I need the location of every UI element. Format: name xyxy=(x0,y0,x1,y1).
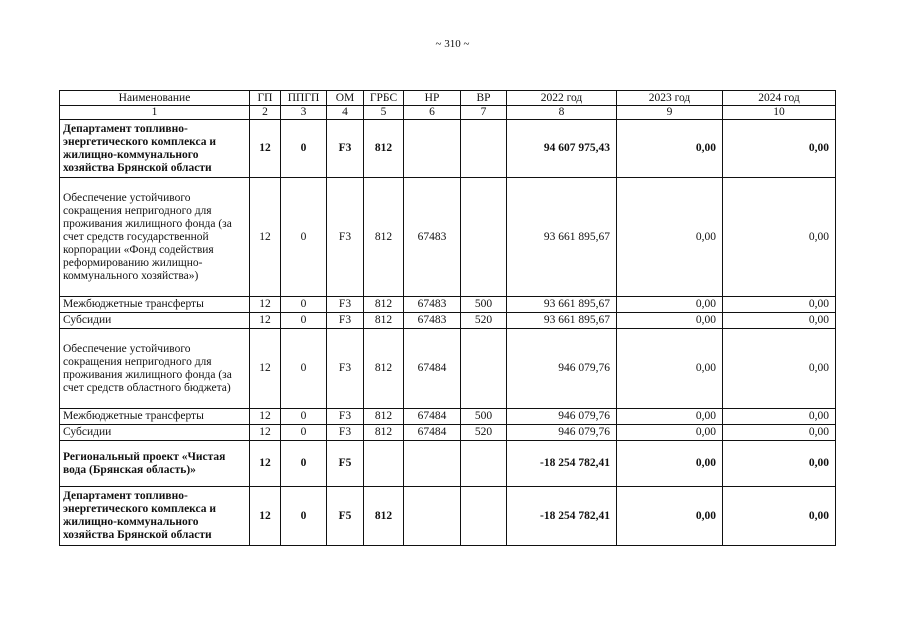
header-nr: НР xyxy=(404,91,461,106)
cell-2023: 0,00 xyxy=(617,297,723,313)
column-number: 1 xyxy=(60,106,250,120)
header-ppgp: ППГП xyxy=(281,91,327,106)
cell-2024: 0,00 xyxy=(723,178,836,297)
row-name: Департамент топливно-энергетического комплекса и жилищно-коммунального хозяйства Брянской области xyxy=(60,487,250,546)
cell-ppgp: 0 xyxy=(281,441,327,487)
cell-gp: 12 xyxy=(250,329,281,409)
cell-grbs: 812 xyxy=(364,425,404,441)
cell-om: F5 xyxy=(327,487,364,546)
cell-2023: 0,00 xyxy=(617,329,723,409)
row-name: Субсидии xyxy=(60,313,250,329)
header-2022: 2022 год xyxy=(507,91,617,106)
cell-vr xyxy=(461,120,507,178)
column-number: 7 xyxy=(461,106,507,120)
budget-table xyxy=(59,90,836,546)
cell-2023: 0,00 xyxy=(617,425,723,441)
cell-2022: 946 079,76 xyxy=(507,409,617,425)
cell-nr: 67484 xyxy=(404,409,461,425)
cell-grbs xyxy=(364,441,404,487)
cell-gp: 12 xyxy=(250,425,281,441)
cell-2024: 0,00 xyxy=(723,120,836,178)
cell-vr xyxy=(461,487,507,546)
cell-nr: 67483 xyxy=(404,178,461,297)
cell-ppgp: 0 xyxy=(281,178,327,297)
table-row xyxy=(60,313,836,329)
cell-nr: 67484 xyxy=(404,425,461,441)
cell-nr: 67483 xyxy=(404,313,461,329)
column-number: 3 xyxy=(281,106,327,120)
cell-2024: 0,00 xyxy=(723,313,836,329)
cell-gp: 12 xyxy=(250,178,281,297)
cell-2022: 93 661 895,67 xyxy=(507,313,617,329)
header-name: Наименование xyxy=(60,91,250,106)
column-number: 4 xyxy=(327,106,364,120)
cell-ppgp: 0 xyxy=(281,409,327,425)
header-om: ОМ xyxy=(327,91,364,106)
cell-ppgp: 0 xyxy=(281,487,327,546)
cell-om: F3 xyxy=(327,425,364,441)
cell-2023: 0,00 xyxy=(617,120,723,178)
cell-vr: 500 xyxy=(461,297,507,313)
header-grbs: ГРБС xyxy=(364,91,404,106)
cell-2022: 93 661 895,67 xyxy=(507,297,617,313)
column-number-row xyxy=(60,106,836,120)
cell-ppgp: 0 xyxy=(281,425,327,441)
table-row xyxy=(60,441,836,487)
cell-om: F3 xyxy=(327,178,364,297)
cell-om: F3 xyxy=(327,329,364,409)
cell-ppgp: 0 xyxy=(281,329,327,409)
table-row xyxy=(60,487,836,546)
cell-om: F3 xyxy=(327,297,364,313)
row-name: Обеспечение устойчивого сокращения непригодного для проживания жилищного фонда (за счет средств областного бюджета) xyxy=(60,329,250,409)
cell-2022: -18 254 782,41 xyxy=(507,441,617,487)
cell-grbs: 812 xyxy=(364,329,404,409)
cell-grbs: 812 xyxy=(364,409,404,425)
table-row xyxy=(60,329,836,409)
cell-grbs: 812 xyxy=(364,120,404,178)
cell-grbs: 812 xyxy=(364,297,404,313)
row-name: Региональный проект «Чистая вода (Брянская область)» xyxy=(60,441,250,487)
cell-vr xyxy=(461,441,507,487)
cell-nr xyxy=(404,120,461,178)
column-number: 5 xyxy=(364,106,404,120)
cell-ppgp: 0 xyxy=(281,120,327,178)
cell-gp: 12 xyxy=(250,120,281,178)
header-vr: ВР xyxy=(461,91,507,106)
cell-om: F3 xyxy=(327,409,364,425)
cell-2022: -18 254 782,41 xyxy=(507,487,617,546)
column-number: 8 xyxy=(507,106,617,120)
cell-2022: 946 079,76 xyxy=(507,329,617,409)
column-number: 6 xyxy=(404,106,461,120)
cell-2023: 0,00 xyxy=(617,487,723,546)
cell-vr xyxy=(461,329,507,409)
cell-ppgp: 0 xyxy=(281,313,327,329)
cell-2022: 93 661 895,67 xyxy=(507,178,617,297)
cell-gp: 12 xyxy=(250,313,281,329)
page-number: ~ 310 ~ xyxy=(435,38,470,50)
column-number: 9 xyxy=(617,106,723,120)
cell-grbs: 812 xyxy=(364,487,404,546)
cell-gp: 12 xyxy=(250,297,281,313)
header-gp: ГП xyxy=(250,91,281,106)
header-2024: 2024 год xyxy=(723,91,836,106)
cell-om: F3 xyxy=(327,120,364,178)
cell-gp: 12 xyxy=(250,441,281,487)
row-name: Обеспечение устойчивого сокращения непригодного для проживания жилищного фонда (за счет средств государственной корпорации «Фонд содействия реформированию жилищно-коммунального хозяйства») xyxy=(60,178,250,297)
cell-nr: 67484 xyxy=(404,329,461,409)
cell-vr xyxy=(461,178,507,297)
cell-2024: 0,00 xyxy=(723,425,836,441)
column-number: 2 xyxy=(250,106,281,120)
cell-nr: 67483 xyxy=(404,297,461,313)
cell-vr: 520 xyxy=(461,425,507,441)
cell-2023: 0,00 xyxy=(617,441,723,487)
table-row xyxy=(60,409,836,425)
cell-ppgp: 0 xyxy=(281,297,327,313)
column-number: 10 xyxy=(723,106,836,120)
cell-gp: 12 xyxy=(250,409,281,425)
table-row xyxy=(60,425,836,441)
cell-om: F3 xyxy=(327,313,364,329)
row-name: Межбюджетные трансферты xyxy=(60,409,250,425)
cell-nr xyxy=(404,487,461,546)
cell-2023: 0,00 xyxy=(617,313,723,329)
row-name: Субсидии xyxy=(60,425,250,441)
table-row xyxy=(60,120,836,178)
cell-2024: 0,00 xyxy=(723,441,836,487)
cell-2024: 0,00 xyxy=(723,487,836,546)
cell-grbs: 812 xyxy=(364,178,404,297)
table-row xyxy=(60,297,836,313)
cell-2024: 0,00 xyxy=(723,329,836,409)
row-name: Департамент топливно-энергетического комплекса и жилищно-коммунального хозяйства Брянской области xyxy=(60,120,250,178)
cell-vr: 520 xyxy=(461,313,507,329)
table-row xyxy=(60,178,836,297)
cell-gp: 12 xyxy=(250,487,281,546)
header-row xyxy=(60,91,836,106)
cell-om: F5 xyxy=(327,441,364,487)
cell-2023: 0,00 xyxy=(617,409,723,425)
cell-2024: 0,00 xyxy=(723,409,836,425)
row-name: Межбюджетные трансферты xyxy=(60,297,250,313)
cell-nr xyxy=(404,441,461,487)
header-2023: 2023 год xyxy=(617,91,723,106)
cell-2022: 946 079,76 xyxy=(507,425,617,441)
cell-vr: 500 xyxy=(461,409,507,425)
cell-2023: 0,00 xyxy=(617,178,723,297)
cell-grbs: 812 xyxy=(364,313,404,329)
cell-2024: 0,00 xyxy=(723,297,836,313)
cell-2022: 94 607 975,43 xyxy=(507,120,617,178)
